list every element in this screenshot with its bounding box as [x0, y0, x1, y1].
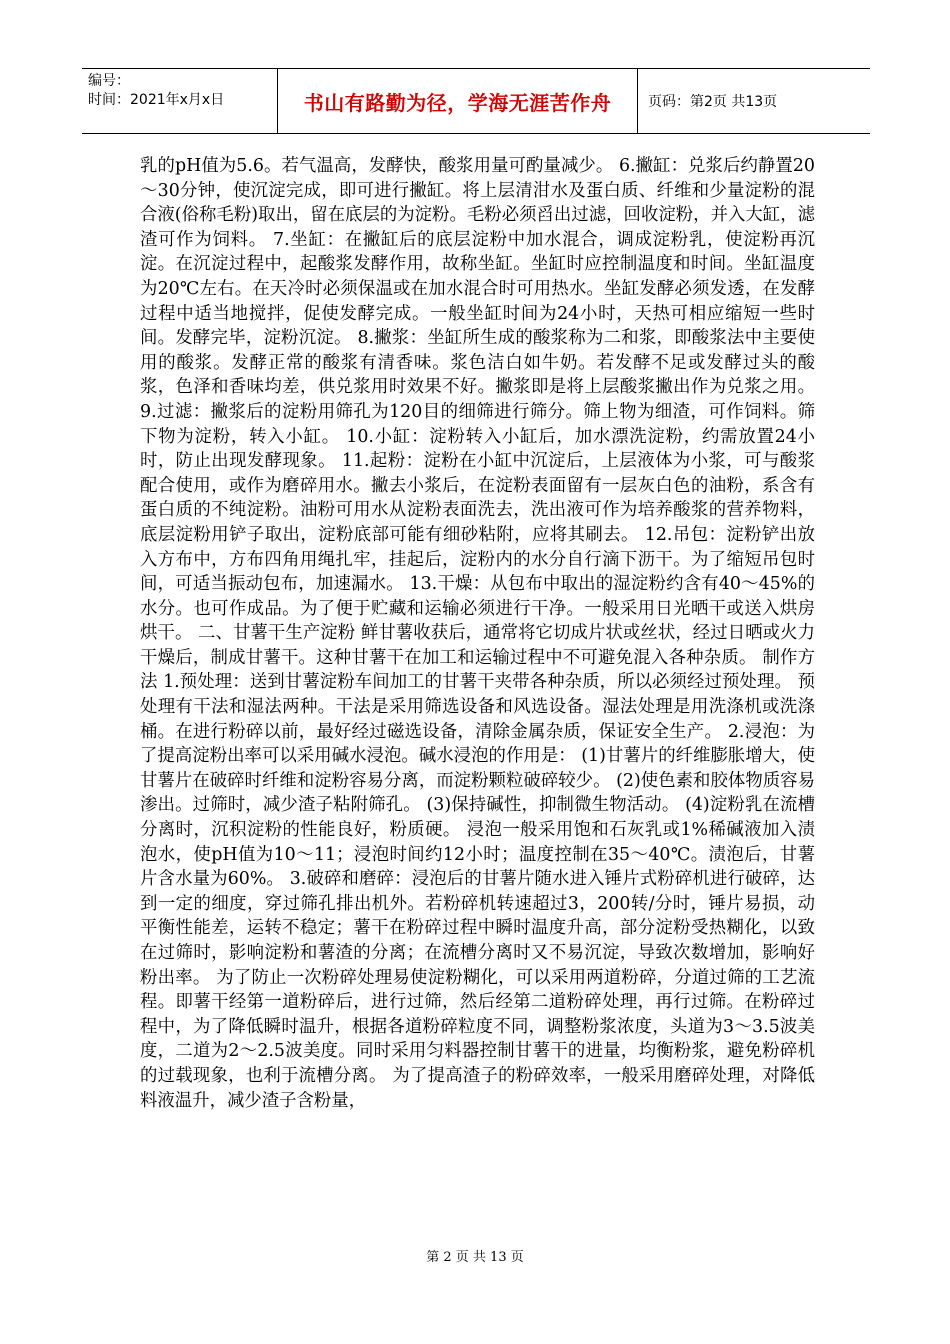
page-header	[82, 68, 870, 134]
header-page-info: 页码：第2页 共13页	[648, 94, 778, 110]
document-body-text: 乳的pH值为5.6。若气温高，发酵快，酸浆用量可酌量减少。 6.撇缸：兑浆后约静置20～30分钟，使沉淀完成，即可进行撇缸。将上层清泔水及蛋白质、纤维和少量淀粉的混合液(俗称毛粉)取出，留在底层的为淀粉。毛粉必须舀出过滤，回收淀粉，并入大缸，滤渣可作为饲料。 7.坐缸：在撇缸后的底层淀粉中加水混合，调成淀粉乳，使淀粉再沉淀。在沉淀过程中，起酸浆发酵作用，故称坐缸。坐缸时应控制温度和时间。坐缸温度为20℃左右。在天冷时必须保温或在加水混合时可用热水。坐缸发酵必须发透，在发酵过程中适当地搅拌，促使发酵完成。一般坐缸时间为24小时，天热可相应缩短一些时间。发酵完毕，淀粉沉淀。 8.撇浆：坐缸所生成的酸浆称为二和浆，即酸浆法中主要使用的酸浆。发酵正常的酸浆有清香味。浆色洁白如牛奶。若发酵不足或发酵过头的酸浆，色泽和香味均差，供兑浆用时效果不好。撇浆即是将上层酸浆撇出作为兑浆之用。 9.过滤：撇浆后的淀粉用筛孔为120目的细筛进行筛分。筛上物为细渣，可作饲料。筛下物为淀粉，转入小缸。 10.小缸：淀粉转入小缸后，加水漂洗淀粉，约需放置24小时，防止出现发酵现象。 11.起粉：淀粉在小缸中沉淀后，上层液体为小浆，可与酸浆配合使用，或作为磨碎用水。撇去小浆后，在淀粉表面留有一层灰白色的油粉，系含有蛋白质的不纯淀粉。油粉可用水从淀粉表面洗去，洗出液可作为培养酸浆的营养物料，底层淀粉用铲子取出，淀粉底部可能有细砂粘附，应将其刷去。 12.吊包：淀粉铲出放入方布中，方布四角用绳扎牢，挂起后，淀粉内的水分自行滴下沥干。为了缩短吊包时间，可适当振动包布，加速漏水。 13.干燥：从包布中取出的湿淀粉约含有40～45%的水分。也可作成品。为了便于贮藏和运输必须进行干净。一般采用日光晒干或送入烘房烘干。 二、甘薯干生产淀粉 鲜甘薯收获后，通常将它切成片状或丝状，经过日晒或火力干燥后，制成甘薯干。这种甘薯干在加工和运输过程中不可避免混入各种杂质。 制作方法 1.预处理：送到甘薯淀粉车间加工的甘薯干夹带各种杂质，所以必须经过预处理。 预处理有干法和湿法两种。干法是采用筛选设备和风选设备。湿法处理是用洗涤机或洗涤桶。在进行粉碎以前，最好经过磁选设备，清除金属杂质，保证安全生产。 2.浸泡：为了提高淀粉出率可以采用碱水浸泡。碱水浸泡的作用是： (1)甘薯片的纤维膨胀增大，使甘薯片在破碎时纤维和淀粉容易分离，而淀粉颗粒破碎较少。 (2)使色素和胶体物质容易渗出。过筛时，减少渣子粘附筛孔。 (3)保持碱性，抑制微生物活动。 (4)淀粉乳在流槽分离时，沉积淀粉的性能良好，粉质硬。 浸泡一般采用饱和石灰乳或1%稀碱液加入渍泡水，使pH值为10～11；浸泡时间约12小时；温度控制在35～40℃。渍泡后，甘薯片含水量为60%。 3.破碎和磨碎：浸泡后的甘薯片随水进入锤片式粉碎机进行破碎，达到一定的细度，穿过筛孔排出机外。若粉碎机转速超过3，200转/分时，锤片易损，动平衡性能差，运转不稳定；薯干在粉碎过程中瞬时温度升高，部分淀粉受热糊化，以致在过筛时，影响淀粉和薯渣的分离；在流槽分离时又不易沉淀，导致次数增加，影响好粉出率。 为了防止一次粉碎处理易使淀粉糊化，可以采用两道粉碎，分道过筛的工艺流程。即薯干经第一道粉碎后，进行过筛，然后经第二道粉碎处理，再行过筛。在粉碎过程中，为了降低瞬时温升，根据各道粉碎粒度不同，调整粉浆浓度，头道为3～3.5波美度，二道为2～2.5波美度。同时采用匀料器控制甘薯干的进量，均衡粉浆，避免粉碎机的过载现象，也利于流槽分离。 为了提高渣子的粉碎效率，一般采用磨碎处理，对降低料液温升，减少渣子含粉量，	[140, 156, 815, 1111]
document-number-label: 编号：	[88, 73, 130, 89]
document-time: 时间：2021年x月x日	[88, 92, 225, 108]
page-footer: 第 2 页 共 13 页	[426, 1250, 524, 1265]
header-meta	[82, 69, 278, 133]
header-motto: 书山有路勤为径，学海无涯苦作舟	[278, 69, 638, 133]
